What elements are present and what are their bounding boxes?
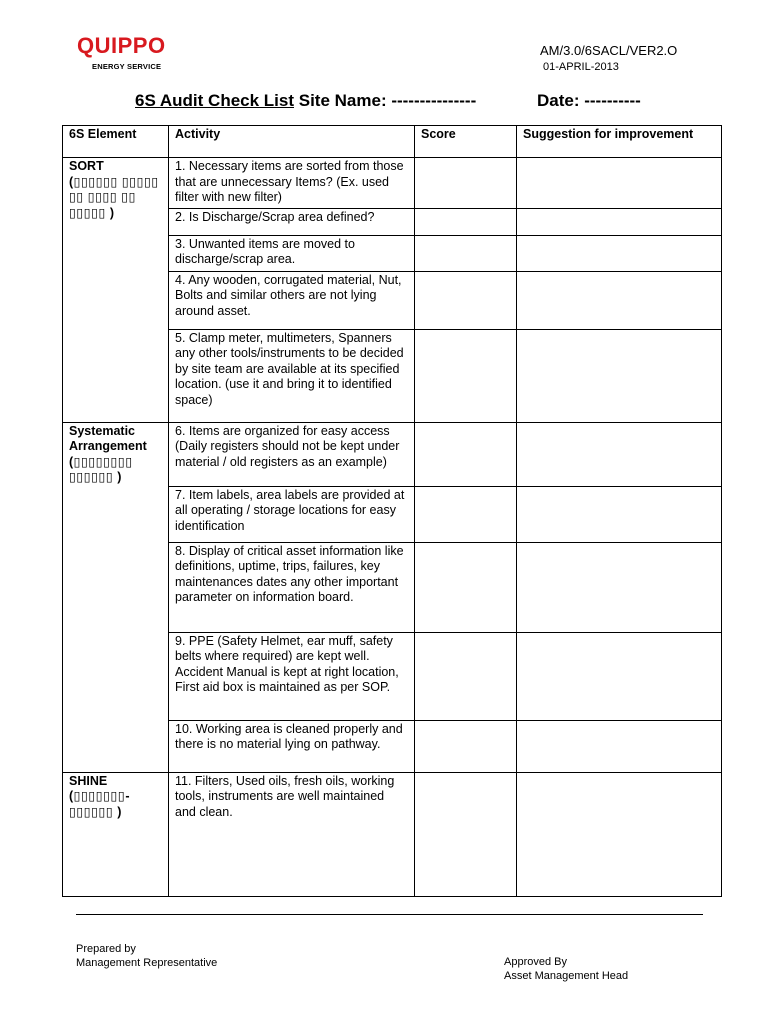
activity-cell: 8. Display of critical asset information like definitions, uptime, trips, failures, key maintenances dates any other important parameter on information board. <box>169 542 415 632</box>
score-cell[interactable] <box>415 329 517 422</box>
company-logo <box>77 34 166 71</box>
table-row <box>63 422 722 486</box>
score-cell[interactable] <box>415 158 517 209</box>
footer-divider <box>76 914 703 915</box>
element-name: SORT <box>69 159 104 173</box>
score-cell[interactable] <box>415 486 517 542</box>
suggestion-cell[interactable] <box>517 235 722 271</box>
element-native-name: (▯▯▯▯▯▯ ▯▯▯▯▯ ▯▯ ▯▯▯▯ ▯▯ ▯▯▯▯▯ ) <box>69 174 159 220</box>
element-cell-sort <box>63 158 169 423</box>
activity-cell: 7. Item labels, area labels are provided at all operating / storage locations for easy identification <box>169 486 415 542</box>
element-name: SHINE <box>69 773 108 788</box>
prepared-by-label: Prepared by <box>76 943 136 955</box>
suggestion-cell[interactable] <box>517 720 722 772</box>
prepared-by-block <box>76 942 217 970</box>
date-field: Date: ---------- <box>537 91 641 110</box>
score-cell[interactable] <box>415 720 517 772</box>
suggestion-cell[interactable] <box>517 632 722 720</box>
column-header-suggestion: Suggestion for improvement <box>517 126 722 158</box>
table-row <box>63 772 722 896</box>
activity-cell: 1. Necessary items are sorted from those that are unnecessary Items? (Ex. used filter with new filter) <box>169 158 415 209</box>
element-native-name: (▯▯▯▯▯▯▯▯ ▯▯▯▯▯▯ ) <box>69 454 133 484</box>
prepared-by-role: Management Representative <box>76 957 218 969</box>
column-header-element: 6S Element <box>63 126 169 158</box>
activity-cell: 6. Items are organized for easy access (Daily registers should not be kept under material / old registers as an example) <box>169 422 415 486</box>
activity-cell: 10. Working area is cleaned properly and there is no material lying on pathway. <box>169 720 415 772</box>
score-cell[interactable] <box>415 208 517 235</box>
suggestion-cell[interactable] <box>517 208 722 235</box>
element-cell-systematic-arrangement <box>63 422 169 772</box>
score-cell[interactable] <box>415 772 517 896</box>
element-native-name: (▯▯▯▯▯▯▯- ▯▯▯▯▯▯ ) <box>69 789 130 819</box>
suggestion-cell[interactable] <box>517 422 722 486</box>
activity-cell: 5. Clamp meter, multimeters, Spanners any other tools/instruments to be decided by site team are available at its specified location. (use it and bring it to identified space) <box>169 329 415 422</box>
score-cell[interactable] <box>415 235 517 271</box>
logo-text: QUIPPO <box>77 33 166 58</box>
document-code: AM/3.0/6SACL/VER2.O <box>540 43 678 58</box>
suggestion-cell[interactable] <box>517 271 722 329</box>
element-name: Systematic Arrangement <box>69 423 147 453</box>
suggestion-cell[interactable] <box>517 158 722 209</box>
suggestion-cell[interactable] <box>517 329 722 422</box>
activity-cell: 2. Is Discharge/Scrap area defined? <box>169 208 415 235</box>
approved-by-role: Asset Management Head <box>504 970 629 982</box>
activity-cell: 11. Filters, Used oils, fresh oils, working tools, instruments are well maintained and clean. <box>169 772 415 896</box>
suggestion-cell[interactable] <box>517 772 722 896</box>
element-cell-shine <box>63 772 169 896</box>
activity-cell: 4. Any wooden, corrugated material, Nut, Bolts and similar others are not lying around asset. <box>169 271 415 329</box>
audit-table <box>62 125 722 897</box>
page-title <box>135 91 641 111</box>
logo-subtitle: ENERGY SERVICE <box>92 62 162 71</box>
score-cell[interactable] <box>415 271 517 329</box>
approved-by-label: Approved By <box>504 956 567 968</box>
score-cell[interactable] <box>415 542 517 632</box>
column-header-score: Score <box>415 126 517 158</box>
approved-by-block <box>504 955 628 983</box>
score-cell[interactable] <box>415 422 517 486</box>
activity-cell: 9. PPE (Safety Helmet, ear muff, safety belts where required) are kept well. Accident Manual is kept at right location, First aid box is maintained as per SOP. <box>169 632 415 720</box>
checklist-title: 6S Audit Check List <box>135 91 295 110</box>
score-cell[interactable] <box>415 632 517 720</box>
site-name-field: Site Name: --------------- <box>294 91 477 110</box>
suggestion-cell[interactable] <box>517 542 722 632</box>
column-header-activity: Activity <box>169 126 415 158</box>
table-header-row <box>63 126 722 158</box>
document-date: 01-APRIL-2013 <box>543 61 619 73</box>
table-row <box>63 158 722 209</box>
activity-cell: 3. Unwanted items are moved to discharge/scrap area. <box>169 235 415 271</box>
suggestion-cell[interactable] <box>517 486 722 542</box>
